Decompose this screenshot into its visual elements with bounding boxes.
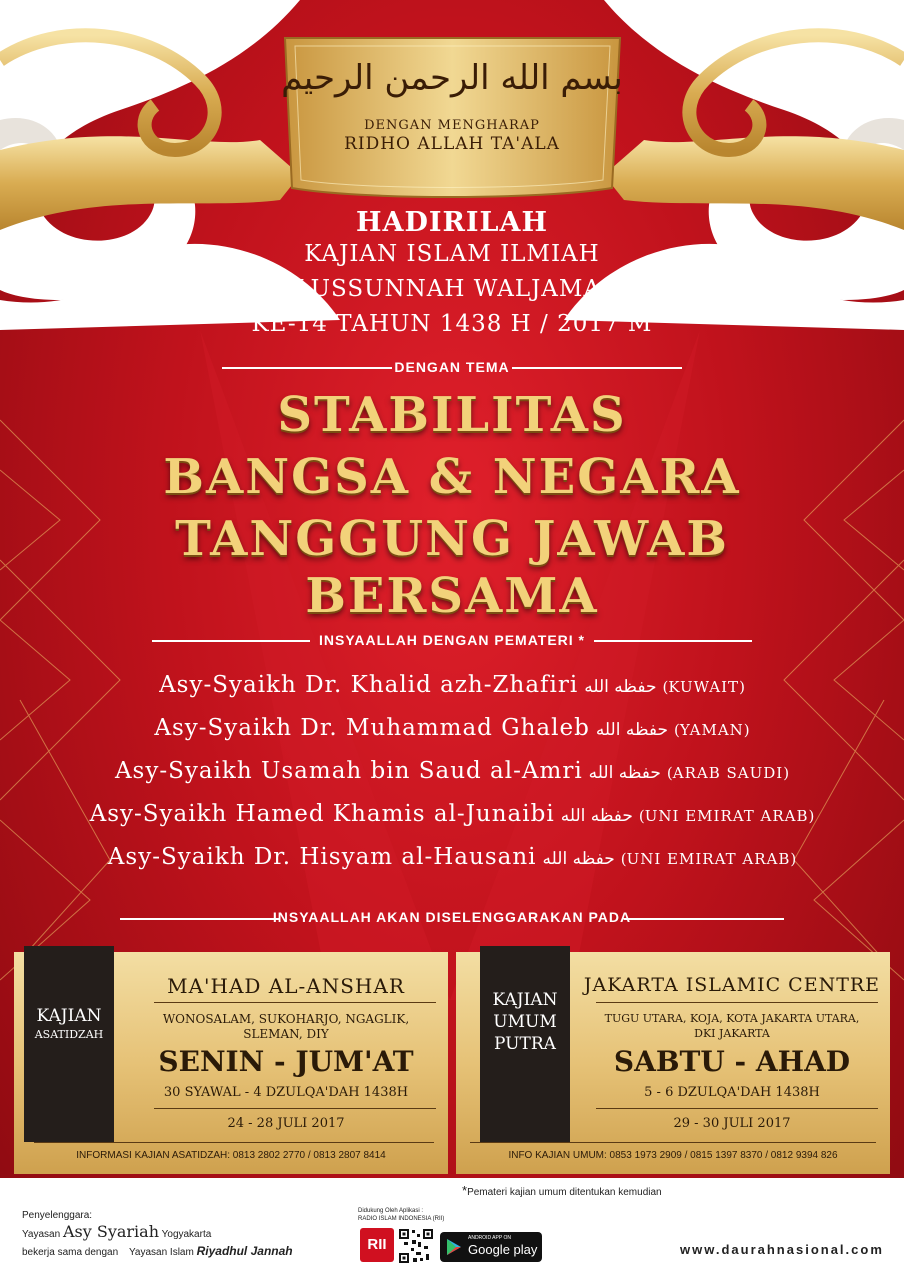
speaker-name: Asy-Syaikh Dr. Khalid azh-Zhafiri [159,672,579,698]
partner-line [22,1244,293,1258]
event-panel-umum-putra [456,952,890,1174]
speaker-item [0,715,904,741]
date-divider [596,1108,878,1109]
venue-label: INSYAALLAH AKAN DISELENGGARAKAN PADA [272,909,632,925]
invite-line-2: KAJIAN ISLAM ILMIAH [304,241,600,267]
speaker-name: Asy-Syaikh Hamed Khamis al-Junaibi [89,801,555,827]
venue-divider [154,1002,436,1003]
honorific-calligraphy: حفظه الله [595,720,669,740]
theme-line-3: TANGGUNG JAWAB [175,511,729,567]
theme-line-4: BERSAMA [305,568,599,624]
intro-line-1: DENGAN MENGHARAP [364,118,540,133]
speaker-country: (UNI EMIRAT ARAB) [638,807,815,825]
footnote [462,1183,662,1198]
google-play-badge[interactable] [440,1232,542,1262]
support-line-2: RADIO ISLAM INDONESIA (RII) [358,1216,445,1222]
speaker-name: Asy-Syaikh Usamah bin Saud al-Amri [114,758,583,784]
organizer-label: Penyelenggara: [22,1210,93,1221]
ribbon-line-2: UMUM [493,1012,557,1032]
footnote-text: Pemateri kajian umum ditentukan kemudian [467,1187,662,1198]
speaker-country: (KUWAIT) [662,678,745,696]
organizer-line [22,1222,211,1241]
ribbon-line-3: PUTRA [494,1034,556,1054]
event-panel-asatidzah [14,952,448,1174]
ribbon-line-1: KAJIAN [36,1006,102,1026]
speaker-country: (ARAB SAUDI) [666,764,790,782]
org-city: Yogyakarta [161,1229,212,1240]
rii-logo [360,1228,394,1262]
gregorian-date: 24 - 28 JULI 2017 [227,1116,345,1131]
honorific-calligraphy: حفظه الله [542,849,615,869]
theme-line-2: BANGSA & NEGARA [163,449,741,505]
org-riyadhul-jannah: Riyadhul Jannah [196,1244,293,1258]
event-ribbon [24,946,114,1142]
footer [0,1180,904,1280]
info-divider [470,1142,876,1143]
qr-code-icon[interactable] [398,1228,434,1264]
bismillah-calligraphy: بسم الله الرحمن الرحيم [281,58,623,98]
honorific-calligraphy: حفظه الله [584,677,657,697]
address-line-2: DKI JAKARTA [694,1027,770,1040]
org-asy-syariah: Asy Syariah [62,1222,160,1241]
ribbon-line-2: ASATIDZAH [34,1028,104,1041]
speaker-country: (YAMAN) [674,721,750,739]
speaker-item [0,672,904,698]
event-days: SENIN - JUM'AT [158,1045,414,1078]
play-store-icon [446,1238,462,1256]
speaker-item [0,801,904,827]
footnote-asterisk: * [462,1183,468,1198]
address-line-2: SLEMAN, DIY [243,1027,329,1041]
venue-divider [596,1002,878,1003]
store-small-text: ANDROID APP ON [468,1235,511,1241]
yayasan-label: Yayasan [22,1229,61,1240]
honorific-calligraphy: حفظه الله [560,806,633,826]
speaker-item [0,758,904,784]
address-line-1: TUGU UTARA, KOJA, KOTA JAKARTA UTARA, [604,1012,860,1025]
event-info: INFO KAJIAN UMUM: 0853 1973 2909 / 0815 1397 8370 / 0812 9394 826 [508,1150,838,1161]
invite-line-4: KE-14 TAHUN 1438 H / 2017 M [251,311,653,337]
speaker-name: Asy-Syaikh Dr. Hisyam al-Hausani [107,844,537,870]
speaker-name: Asy-Syaikh Dr. Muhammad Ghaleb [154,715,590,741]
intro-line-2: RIDHO ALLAH TA'ALA [344,134,560,154]
store-big-text: Google play [468,1242,538,1257]
theme-line-1: STABILITAS [277,387,627,443]
speakers-label: INSYAALLAH DENGAN PEMATERI * [318,632,586,648]
hijri-date: 5 - 6 DZULQA'DAH 1438H [644,1085,820,1100]
theme-label: DENGAN TEMA [394,359,510,375]
venue-name: MA'HAD AL-ANSHAR [167,974,405,998]
hijri-date: 30 SYAWAL - 4 DZULQA'DAH 1438H [163,1085,409,1100]
website[interactable]: www.daurahnasional.com [680,1242,884,1257]
venue-name: JAKARTA ISLAMIC CENTRE [583,974,881,996]
ribbon-line-1: KAJIAN [492,990,558,1010]
support-line-1: Didukung Oleh Aplikasi : [358,1208,424,1214]
event-info: INFORMASI KAJIAN ASATIDZAH: 0813 2802 2770 / 0813 2807 8414 [76,1150,386,1161]
invite-line-3: AHLUSSUNNAH WALJAMA'AH [256,276,648,302]
partner-label: bekerja sama dengan [22,1247,119,1258]
event-days: SABTU - AHAD [613,1045,851,1078]
address-line-1: WONOSALAM, SUKOHARJO, NGAGLIK, [162,1012,410,1026]
speaker-country: (UNI EMIRAT ARAB) [620,850,797,868]
date-divider [154,1108,436,1109]
info-divider [34,1142,434,1143]
invite-title: HADIRILAH [355,207,548,238]
gregorian-date: 29 - 30 JULI 2017 [673,1116,791,1131]
speaker-item [0,844,904,870]
event-ribbon [480,946,570,1142]
honorific-calligraphy: حفظه الله [588,763,661,783]
rii-logo-text: RII [367,1236,387,1253]
yayasan-islam-label: Yayasan Islam [128,1247,194,1258]
